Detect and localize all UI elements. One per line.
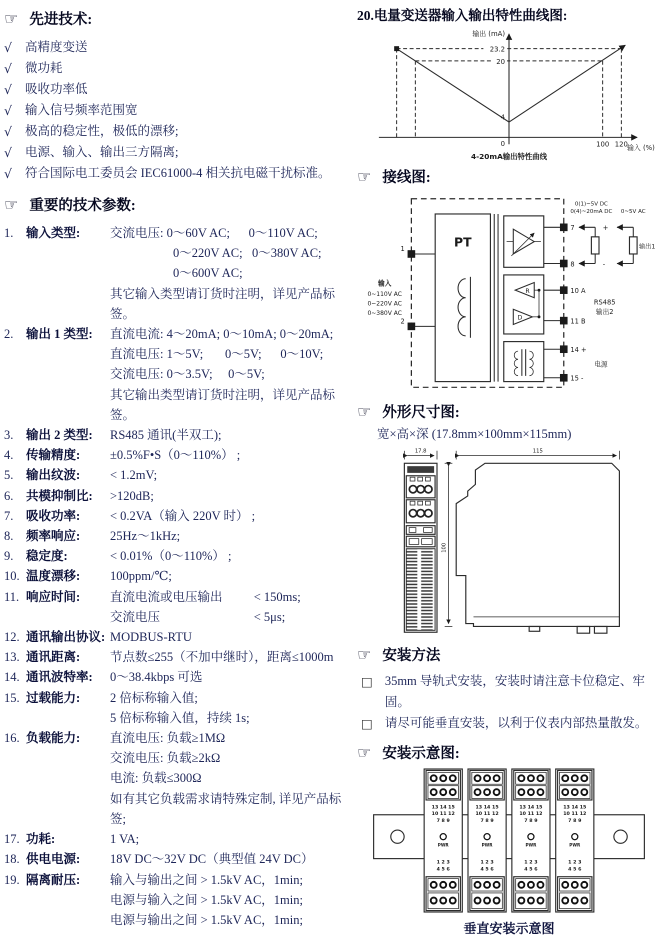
rs485-label: RS485 [593, 298, 616, 307]
install-bullet [361, 671, 661, 713]
terminal-10 [560, 286, 568, 294]
param-value [110, 465, 354, 485]
check-item-text: 吸收功率低 [25, 82, 88, 96]
section-mounting [357, 742, 661, 763]
check-item [4, 100, 354, 121]
input-range-3: 0~380V AC [367, 309, 402, 317]
terminal-row-label: 1 2 3 [568, 860, 582, 866]
param-number: 9. [4, 549, 14, 564]
tick-23-2: 23.2 [489, 45, 506, 54]
param-number: 16. [4, 731, 20, 746]
check-item [4, 121, 354, 142]
mounted-module [468, 769, 506, 912]
param-value-line: ±0.5%F•S（0～110%） ; [110, 448, 241, 463]
section-install [357, 644, 661, 665]
install-bullet-text: 请尽可能垂直安装，以利于仪表内部热量散发。 [384, 716, 648, 730]
terminal-row-label: 7 8 9 [524, 818, 538, 824]
param-label: 功耗: [26, 832, 56, 847]
param-number: 10. [4, 569, 20, 584]
power-led [572, 834, 578, 840]
param-value-line: 5 倍标称输入值，持续 1s; [110, 710, 250, 725]
power-led [440, 834, 446, 840]
terminal-row-label: 10 11 12 [475, 812, 499, 818]
param-value-line: 其它输出类型请订货时注明，详见产品标签。 [110, 387, 336, 422]
param-label: 输出纹波: [26, 468, 81, 483]
mounting-caption: 垂直安装示意图 [463, 921, 555, 936]
terminal-row-label: 13 14 15 [563, 805, 587, 811]
param-row [4, 546, 354, 566]
check-item [4, 58, 354, 79]
check-icon: √ [4, 40, 12, 55]
param-row [4, 587, 354, 627]
check-item-text: 高精度变送 [25, 40, 88, 54]
load-resistor-1 [591, 237, 599, 254]
dc-range-2: 0(4)~20mA DC [570, 209, 613, 216]
right-column [357, 2, 661, 937]
plus-sign: + [602, 224, 609, 233]
dimension-drawing [389, 446, 629, 638]
param-value-line: 1 VA; [110, 832, 140, 847]
curve-right [509, 45, 625, 122]
terminal-row-label: 1 2 3 [524, 860, 538, 866]
section-title: 先进技术: [29, 12, 93, 28]
param-value-line: 直流电流: 4～20mA; 0～10mA; 0～20mA; [110, 327, 334, 342]
param-value-line: 100ppm/℃; [110, 569, 172, 584]
side-view [456, 463, 619, 633]
param-label: 输入类型: [26, 226, 81, 240]
checkbox-icon: □ [361, 674, 373, 689]
input-label: 输入 [378, 279, 392, 288]
param-value-line: 输入与输出之间 > 1.5kV AC，1min; [110, 872, 303, 887]
param-label: 响应时间: [26, 589, 81, 604]
param-value-line: 0～38.4kbps 可选 [110, 670, 203, 685]
width-dimension: 17.8 [414, 448, 427, 455]
terminal-11-label: 11 B [570, 317, 586, 326]
curve-title: 电量变送器输入输出特性曲线图: [373, 8, 568, 23]
curve-number: 20. [357, 8, 374, 23]
terminal-1-label: 1 [400, 245, 405, 254]
param-value-line: 如有其它负载需求请特殊定制, 详见产品标签; [110, 791, 342, 826]
power-label: 电源 [594, 360, 608, 369]
param-value [110, 667, 354, 687]
param-label: 频率响应: [26, 529, 81, 544]
terminal-row-label: 4 5 6 [480, 867, 494, 873]
param-number: 12. [4, 630, 20, 645]
pointing-hand-icon: ☞ [357, 401, 372, 421]
param-label: 吸收功率: [26, 508, 81, 523]
terminal-row-label: 7 8 9 [436, 818, 450, 824]
param-row [4, 465, 354, 485]
param-row [4, 486, 354, 506]
section-advanced-tech [4, 8, 354, 29]
param-label: 共模抑制比: [26, 488, 93, 503]
param-number: 8. [4, 529, 14, 544]
param-value [110, 647, 354, 667]
curve-section-title [357, 4, 661, 24]
param-row [4, 627, 354, 647]
param-value [110, 324, 354, 425]
section-dimensions [357, 401, 661, 422]
terminal-row-label: 10 11 12 [563, 812, 587, 818]
terminal-15-label: 15 - [570, 374, 584, 383]
advanced-tech-list [4, 37, 354, 184]
param-value-line: 电源与输入之间 > 1.5kV AC，1min; [110, 892, 303, 907]
terminal-14 [560, 345, 568, 353]
param-value-line: 25Hz～1kHz; [110, 529, 181, 544]
param-value-line: RS485 通讯(半双工); [110, 428, 222, 443]
param-value-line: < 0.01%（0～110%） ; [110, 549, 232, 564]
din-rail [374, 815, 645, 859]
param-row [4, 566, 354, 586]
terminal-row-label: 4 5 6 [568, 867, 582, 873]
power-led-label: PWR [569, 842, 581, 848]
param-row [4, 667, 354, 687]
param-row [4, 223, 354, 324]
pointing-hand-icon: ☞ [357, 644, 372, 664]
terminal-10-label: 10 A [570, 287, 586, 296]
param-row [4, 445, 354, 465]
param-number: 3. [4, 428, 14, 443]
rs485-block [504, 275, 544, 334]
param-value [110, 870, 354, 931]
ac-range: 0~5V AC [620, 209, 646, 216]
terminal-8-label: 8 [570, 260, 575, 269]
mounted-module [424, 769, 462, 912]
tick-0: 0 [500, 140, 506, 149]
check-item-text: 符合国际电工委员会 IEC61000-4 相关抗电磁干扰标准。 [25, 166, 331, 180]
section-title: 安装示意图: [382, 746, 460, 762]
param-number: 17. [4, 832, 20, 847]
minus-sign: - [602, 260, 606, 269]
terminal-14-label: 14 + [570, 346, 587, 355]
param-number: 13. [4, 650, 20, 665]
terminal-row-label: 13 14 15 [519, 805, 543, 811]
param-number: 19. [4, 872, 20, 887]
pointing-hand-icon: ☞ [4, 8, 19, 28]
left-column [4, 8, 354, 930]
pointing-hand-icon: ☞ [4, 194, 19, 214]
terminal-1 [408, 250, 416, 258]
install-bullet [361, 713, 661, 734]
param-row [4, 647, 354, 667]
param-value-line: 电流: 负载≤300Ω [110, 771, 202, 786]
check-icon: √ [4, 82, 12, 97]
terminal-row-label: 13 14 15 [431, 805, 455, 811]
rail-hole [391, 830, 404, 843]
wiring-diagram [359, 191, 659, 396]
terminal-row-label: 1 2 3 [480, 860, 494, 866]
power-led [528, 834, 534, 840]
check-item [4, 142, 354, 163]
output2-label: 输出2 [595, 307, 614, 316]
param-value-line: 直流电压: 1～5V; 0～5V; 0～10V; [110, 347, 324, 362]
param-value [110, 728, 354, 829]
check-item-text: 输入信号频率范围宽 [25, 103, 138, 117]
terminal-8 [560, 260, 568, 268]
terminal-row-label: 13 14 15 [475, 805, 499, 811]
characteristic-curve-chart [361, 24, 657, 162]
section-title: 接线图: [382, 170, 431, 186]
param-row [4, 526, 354, 546]
input-range-1: 0~110V AC [367, 290, 402, 298]
param-value-line: 交流电压: 0～3.5V; 0～5V; [110, 367, 265, 382]
param-row [4, 425, 354, 445]
section-title: 外形尺寸图: [382, 405, 460, 421]
param-row [4, 324, 354, 425]
section-wiring [357, 166, 661, 187]
pointing-hand-icon: ☞ [357, 742, 372, 762]
terminal-row-label: 10 11 12 [431, 812, 455, 818]
params-list [4, 223, 354, 930]
terminal-row-label: 4 5 6 [524, 867, 538, 873]
param-value [110, 546, 354, 566]
param-label: 通讯输出协议: [26, 630, 106, 645]
dc-range-1: 0(1)~5V DC [574, 201, 608, 208]
check-icon: √ [4, 124, 12, 139]
param-label: 温度漂移: [26, 569, 81, 584]
param-value-line: 直流电压: 负载≥1MΩ [110, 731, 226, 746]
power-led [484, 834, 490, 840]
input-range-2: 0~220V AC [367, 300, 402, 308]
param-value-line: >120dB; [110, 488, 154, 503]
height-dimension: 100 [441, 542, 448, 553]
param-label: 稳定度: [26, 549, 68, 564]
terminal-2-label: 2 [400, 317, 405, 326]
param-value-line: 节点数≤255（不加中继时），距离≤1000m [110, 650, 334, 665]
load-resistor-2 [629, 237, 637, 254]
mounted-module [512, 769, 550, 912]
param-value-line: < 1.2mV; [110, 468, 158, 483]
driver-label: D [517, 314, 523, 322]
check-item-text: 极高的稳定性，极低的漂移; [25, 124, 179, 138]
param-label: 传输精度: [26, 448, 81, 463]
param-number: 11. [4, 589, 20, 604]
param-value [110, 506, 354, 526]
install-bullet-text: 35mm 导轨式安装，安装时请注意卡位稳定、牢固。 [384, 674, 645, 709]
check-icon: √ [4, 166, 12, 181]
power-block [504, 342, 544, 382]
check-item-text: 微功耗 [25, 61, 63, 75]
param-value [110, 526, 354, 546]
terminal-row-label: 1 2 3 [436, 860, 450, 866]
pointing-hand-icon: ☞ [357, 166, 372, 186]
param-value-line: 18V DC～32V DC（典型值 24V DC） [110, 852, 314, 867]
param-value-line: 直流电流或电压输出 < 150ms; [110, 589, 301, 604]
tick-120: 120 [614, 140, 628, 149]
param-row [4, 506, 354, 526]
param-value-line: MODBUS-RTU [110, 630, 192, 645]
param-label: 隔离耐压: [26, 872, 81, 887]
param-value [110, 486, 354, 506]
check-icon: √ [4, 103, 12, 118]
front-view [404, 463, 437, 632]
param-number: 6. [4, 488, 14, 503]
param-value [110, 445, 354, 465]
y-axis-label: 输出 (mA) [472, 29, 506, 38]
terminal-2 [408, 323, 416, 331]
param-value-line: 交流电压: 0～60V AC; 0～110V AC; [110, 226, 318, 240]
depth-dimension: 115 [532, 448, 543, 455]
rail-hole [614, 830, 627, 843]
param-number: 1. [4, 226, 14, 240]
tick-20: 20 [496, 57, 506, 66]
param-row [4, 688, 354, 728]
param-value [110, 425, 354, 445]
check-icon: √ [4, 145, 12, 160]
param-label: 过载能力: [26, 690, 81, 705]
param-value-line: 其它输入类型请订货时注明，详见产品标签。 [110, 286, 336, 321]
param-value-line: 交流电压: 负载≥2kΩ [110, 751, 221, 766]
tick-4: 4 [500, 113, 506, 122]
section-title: 安装方法 [382, 648, 441, 664]
param-row [4, 829, 354, 849]
power-led-label: PWR [481, 842, 493, 848]
param-value-line: 0～220V AC; 0～380V AC; [173, 246, 322, 261]
terminal-11 [560, 317, 568, 325]
param-value-line: 交流电压 < 5μs; [110, 609, 286, 624]
terminal-row-label: 10 11 12 [519, 812, 543, 818]
param-label: 通讯距离: [26, 650, 81, 665]
check-icon: √ [4, 61, 12, 76]
param-row [4, 849, 354, 869]
param-label: 输出 1 类型: [26, 327, 93, 342]
mounted-module [556, 769, 594, 912]
param-row [4, 728, 354, 829]
tick-100: 100 [596, 140, 610, 149]
param-number: 14. [4, 670, 20, 685]
param-value-line: < 0.2VA（输入 220V 时） ; [110, 508, 256, 523]
check-item-text: 电源、输入、输出三方隔离; [25, 145, 179, 159]
param-label: 输出 2 类型: [26, 428, 93, 443]
param-value-line: 0～600V AC; [173, 266, 243, 281]
param-value [110, 566, 354, 586]
param-number: 5. [4, 468, 14, 483]
receiver-label: R [525, 288, 530, 296]
chart-caption: 4-20mA输出特性曲线 [470, 152, 548, 162]
param-label: 通讯波特率: [26, 670, 93, 685]
param-row [4, 870, 354, 931]
terminal-7 [560, 224, 568, 232]
param-label: 供电电源: [26, 852, 81, 867]
param-value [110, 627, 354, 647]
terminal-row-label: 7 8 9 [568, 818, 582, 824]
param-number: 7. [4, 508, 14, 523]
mounting-diagram [366, 765, 652, 916]
check-item [4, 79, 354, 100]
checkbox-icon: □ [361, 716, 373, 731]
param-number: 15. [4, 690, 20, 705]
terminal-row-label: 4 5 6 [436, 867, 450, 873]
terminal-7-label: 7 [570, 224, 575, 233]
check-item [4, 163, 354, 184]
power-led-label: PWR [437, 842, 449, 848]
param-number: 2. [4, 327, 14, 342]
param-number: 18. [4, 852, 20, 867]
pt-label: PT [454, 235, 472, 250]
terminal-15 [560, 374, 568, 382]
param-value-line: 电源与输出之间 > 1.5kV AC，1min; [110, 912, 303, 927]
param-value [110, 688, 354, 728]
power-led-label: PWR [525, 842, 537, 848]
check-item [4, 37, 354, 58]
dimension-note: 宽×高×深 (17.8mm×100mm×115mm) [377, 427, 572, 441]
param-value [110, 587, 354, 627]
param-value [110, 829, 354, 849]
param-value [110, 849, 354, 869]
x-axis-label: 输入 (%) [627, 144, 655, 153]
param-number: 4. [4, 448, 14, 463]
param-label: 负载能力: [26, 731, 81, 746]
section-params [4, 194, 354, 215]
param-value [110, 223, 354, 324]
output1-label: 输出1 [639, 243, 656, 251]
terminal-row-label: 7 8 9 [480, 818, 494, 824]
section-title: 重要的技术参数: [29, 198, 136, 214]
param-value-line: 2 倍标称输入值; [110, 690, 198, 705]
